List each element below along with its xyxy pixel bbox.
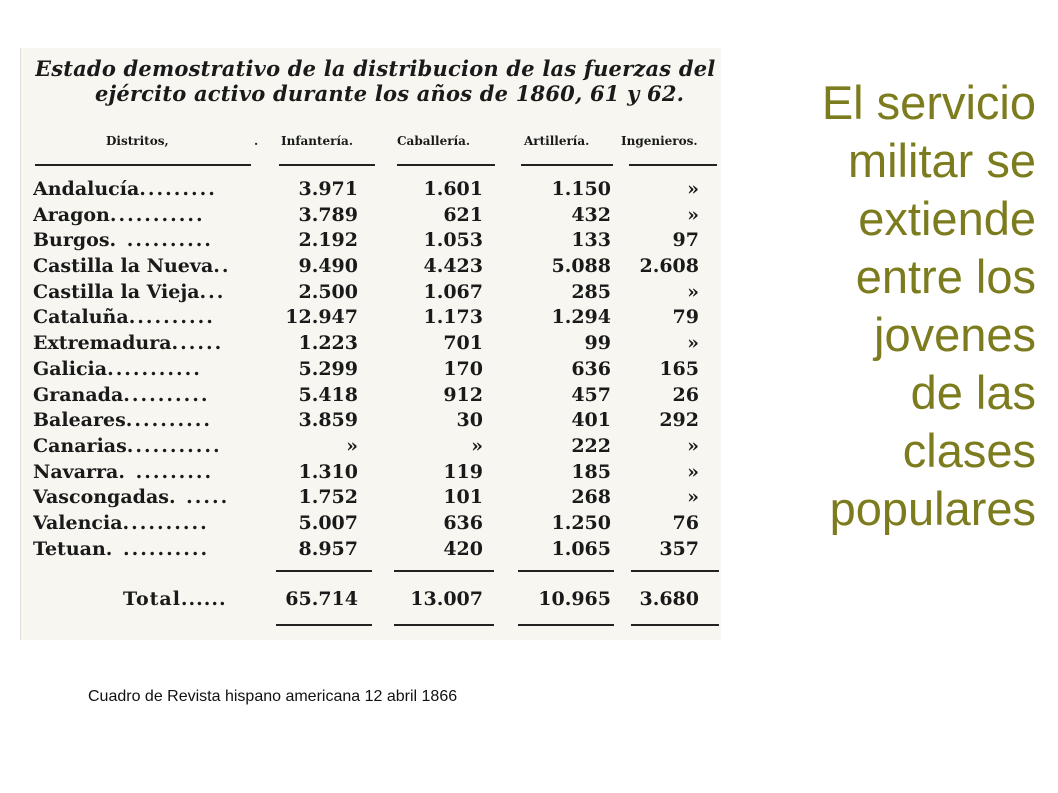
table-row (31, 304, 721, 330)
caballeria-value: 912 (443, 383, 483, 406)
leader-dots: .......... (123, 383, 210, 406)
leader-dots: ........... (109, 203, 205, 226)
ingenieros-value: 292 (659, 409, 699, 432)
leader-dots: .. (213, 255, 231, 278)
caballeria-value: 1.067 (423, 280, 483, 303)
district-name (33, 281, 258, 303)
caballeria-value: 701 (443, 332, 483, 355)
caballeria-value: » (471, 434, 483, 457)
district-name (33, 255, 258, 277)
caballeria-value: 4.423 (423, 255, 483, 278)
leader-dots: .......... (128, 306, 215, 329)
leader-dots: . .......... (105, 537, 210, 560)
district-name (33, 512, 258, 534)
district-label: Navarra (33, 460, 119, 483)
table-row (31, 407, 721, 433)
bottom-rule-ingenieros (631, 624, 719, 626)
district-name (33, 358, 258, 380)
table-body (31, 176, 721, 561)
ingenieros-value: 357 (659, 537, 699, 560)
artilleria-value: 1.065 (551, 537, 611, 560)
header-rule-infanteria (279, 164, 375, 166)
table-title (35, 56, 725, 106)
ingenieros-value: » (687, 178, 699, 200)
infanteria-value: 1.223 (298, 332, 358, 355)
total-ingenieros: 3.680 (639, 588, 699, 610)
table-row (31, 330, 721, 356)
total-label: Total...... (123, 588, 227, 610)
ingenieros-value: 76 (672, 511, 699, 534)
header-ingenieros: Ingenieros. (621, 134, 698, 148)
leader-dots: . .......... (109, 229, 213, 252)
header-dot: . (254, 134, 259, 148)
district-label: Burgos (33, 229, 110, 252)
table-row (31, 253, 721, 279)
district-label: Canarias (33, 434, 127, 457)
artilleria-value: 432 (571, 203, 611, 226)
artilleria-value: 401 (571, 409, 611, 432)
leader-dots: ........... (126, 434, 222, 457)
infanteria-value: 5.007 (298, 511, 358, 534)
caballeria-value: 119 (443, 460, 483, 483)
ingenieros-value: » (687, 460, 699, 483)
artilleria-value: 1.294 (551, 306, 611, 329)
ingenieros-value: » (687, 486, 699, 509)
total-rule-caballeria (394, 570, 494, 572)
leader-dots: . ......... (118, 460, 214, 483)
leader-dots: ......... (139, 178, 217, 200)
infanteria-value: 1.310 (298, 460, 358, 483)
header-caballeria: Caballería. (397, 134, 471, 148)
total-infanteria: 65.714 (285, 588, 358, 610)
ingenieros-value: 165 (659, 357, 699, 380)
table-row (31, 484, 721, 510)
infanteria-value: 1.752 (298, 486, 358, 509)
artilleria-value: 636 (571, 357, 611, 380)
district-name (33, 384, 258, 406)
district-label: Granada (33, 383, 124, 406)
header-infanteria: Infantería. (281, 134, 354, 148)
district-name (33, 306, 258, 328)
header-rule-distritos (35, 164, 251, 166)
artilleria-value: 268 (571, 486, 611, 509)
ingenieros-value: » (687, 203, 699, 226)
leader-dots: ........... (107, 357, 202, 380)
district-name (33, 538, 258, 560)
infanteria-value: 3.971 (298, 178, 358, 200)
caballeria-value: 1.601 (423, 178, 483, 200)
district-name (33, 332, 258, 354)
district-label: Extremadura (33, 332, 172, 355)
table-row (31, 356, 721, 382)
artilleria-value: 1.150 (551, 178, 611, 200)
district-name (33, 229, 258, 251)
infanteria-value: 2.192 (298, 229, 358, 252)
caballeria-value: 636 (443, 511, 483, 534)
district-name (33, 435, 258, 457)
infanteria-value: » (346, 434, 358, 457)
bottom-rule-artilleria (518, 624, 614, 626)
ingenieros-value: » (687, 434, 699, 457)
district-label: Cataluña (33, 306, 129, 329)
leader-dots: ...... (171, 332, 224, 355)
ingenieros-value: 97 (672, 229, 699, 252)
table-row (31, 227, 721, 253)
total-rule-infanteria (276, 570, 372, 572)
caballeria-value: 1.053 (423, 229, 483, 252)
infanteria-value: 9.490 (298, 255, 358, 278)
leader-dots: .......... (122, 511, 209, 534)
ingenieros-value: » (687, 332, 699, 355)
district-label: Baleares (33, 409, 126, 432)
table-row (31, 459, 721, 485)
infanteria-value: 8.957 (298, 537, 358, 560)
heading-line: clases (902, 424, 1036, 477)
caballeria-value: 170 (443, 357, 483, 380)
artilleria-value: 5.088 (551, 255, 611, 278)
infanteria-value: 3.789 (298, 203, 358, 226)
table-row (31, 382, 721, 408)
district-name (33, 409, 258, 431)
table-row (31, 510, 721, 536)
artilleria-value: 1.250 (551, 511, 611, 534)
heading-line: jovenes (874, 308, 1036, 361)
infanteria-value: 5.418 (298, 383, 358, 406)
heading-line: militar se (847, 134, 1036, 187)
header-rule-ingenieros (629, 164, 717, 166)
header-rule-artilleria (521, 164, 613, 166)
heading-line: populares (829, 482, 1036, 535)
caballeria-value: 101 (443, 486, 483, 509)
table-title-line2: ejército activo durante los años de 1860, 61 y 62. (95, 81, 685, 106)
total-caballeria: 13.007 (410, 588, 483, 610)
table-row (31, 536, 721, 562)
table-row (31, 202, 721, 228)
caballeria-value: 30 (456, 409, 483, 432)
table-title-line1: Estado demostrativo de la distribucion de las fuerzas del (35, 56, 716, 81)
artilleria-value: 457 (571, 383, 611, 406)
district-label: Andalucía (33, 178, 140, 200)
district-label: Castilla la Nueva (33, 255, 214, 278)
ingenieros-value: 2.608 (639, 255, 699, 278)
leader-dots: . ..... (168, 486, 230, 509)
image-caption: Cuadro de Revista hispano americana 12 abril 1866 (88, 688, 458, 705)
total-rule-artilleria (518, 570, 614, 572)
bottom-rule-caballeria (394, 624, 494, 626)
slide-heading (736, 74, 1036, 538)
table-row (31, 433, 721, 459)
artilleria-value: 222 (571, 434, 611, 457)
artilleria-value: 133 (571, 229, 611, 252)
table-row (31, 176, 721, 202)
ingenieros-value: » (687, 280, 699, 303)
infanteria-value: 3.859 (298, 409, 358, 432)
leader-dots: .......... (125, 409, 212, 432)
artilleria-value: 285 (571, 280, 611, 303)
district-label: Aragon (33, 203, 110, 226)
district-name (33, 486, 258, 508)
header-artilleria: Artillería. (524, 134, 590, 148)
ingenieros-value: 79 (672, 306, 699, 329)
header-distritos: Distritos, (106, 134, 169, 148)
artilleria-value: 99 (584, 332, 611, 355)
district-label: Valencia (33, 511, 123, 534)
caballeria-value: 420 (443, 537, 483, 560)
leader-dots: ... (199, 280, 226, 303)
heading-line: entre los (855, 250, 1036, 303)
heading-line: de las (910, 366, 1036, 419)
total-rule-ingenieros (631, 570, 719, 572)
district-label: Galicia (33, 357, 108, 380)
district-label: Castilla la Vieja (33, 280, 200, 303)
header-rule-caballeria (397, 164, 495, 166)
district-label: Tetuan (33, 537, 106, 560)
district-name (33, 178, 258, 200)
total-artilleria: 10.965 (538, 588, 611, 610)
artilleria-value: 185 (571, 460, 611, 483)
total-row (31, 586, 721, 614)
caballeria-value: 1.173 (423, 306, 483, 329)
infanteria-value: 5.299 (298, 357, 358, 380)
infanteria-value: 12.947 (285, 306, 358, 329)
scanned-table-image (20, 48, 721, 640)
heading-line: extiende (858, 192, 1036, 245)
caballeria-value: 621 (443, 203, 483, 226)
ingenieros-value: 26 (672, 383, 699, 406)
bottom-rule-infanteria (276, 624, 372, 626)
district-label: Vascongadas (33, 486, 169, 509)
heading-line: El servicio (821, 76, 1036, 129)
district-name (33, 461, 258, 483)
table-row (31, 279, 721, 305)
infanteria-value: 2.500 (298, 280, 358, 303)
district-name (33, 204, 258, 226)
